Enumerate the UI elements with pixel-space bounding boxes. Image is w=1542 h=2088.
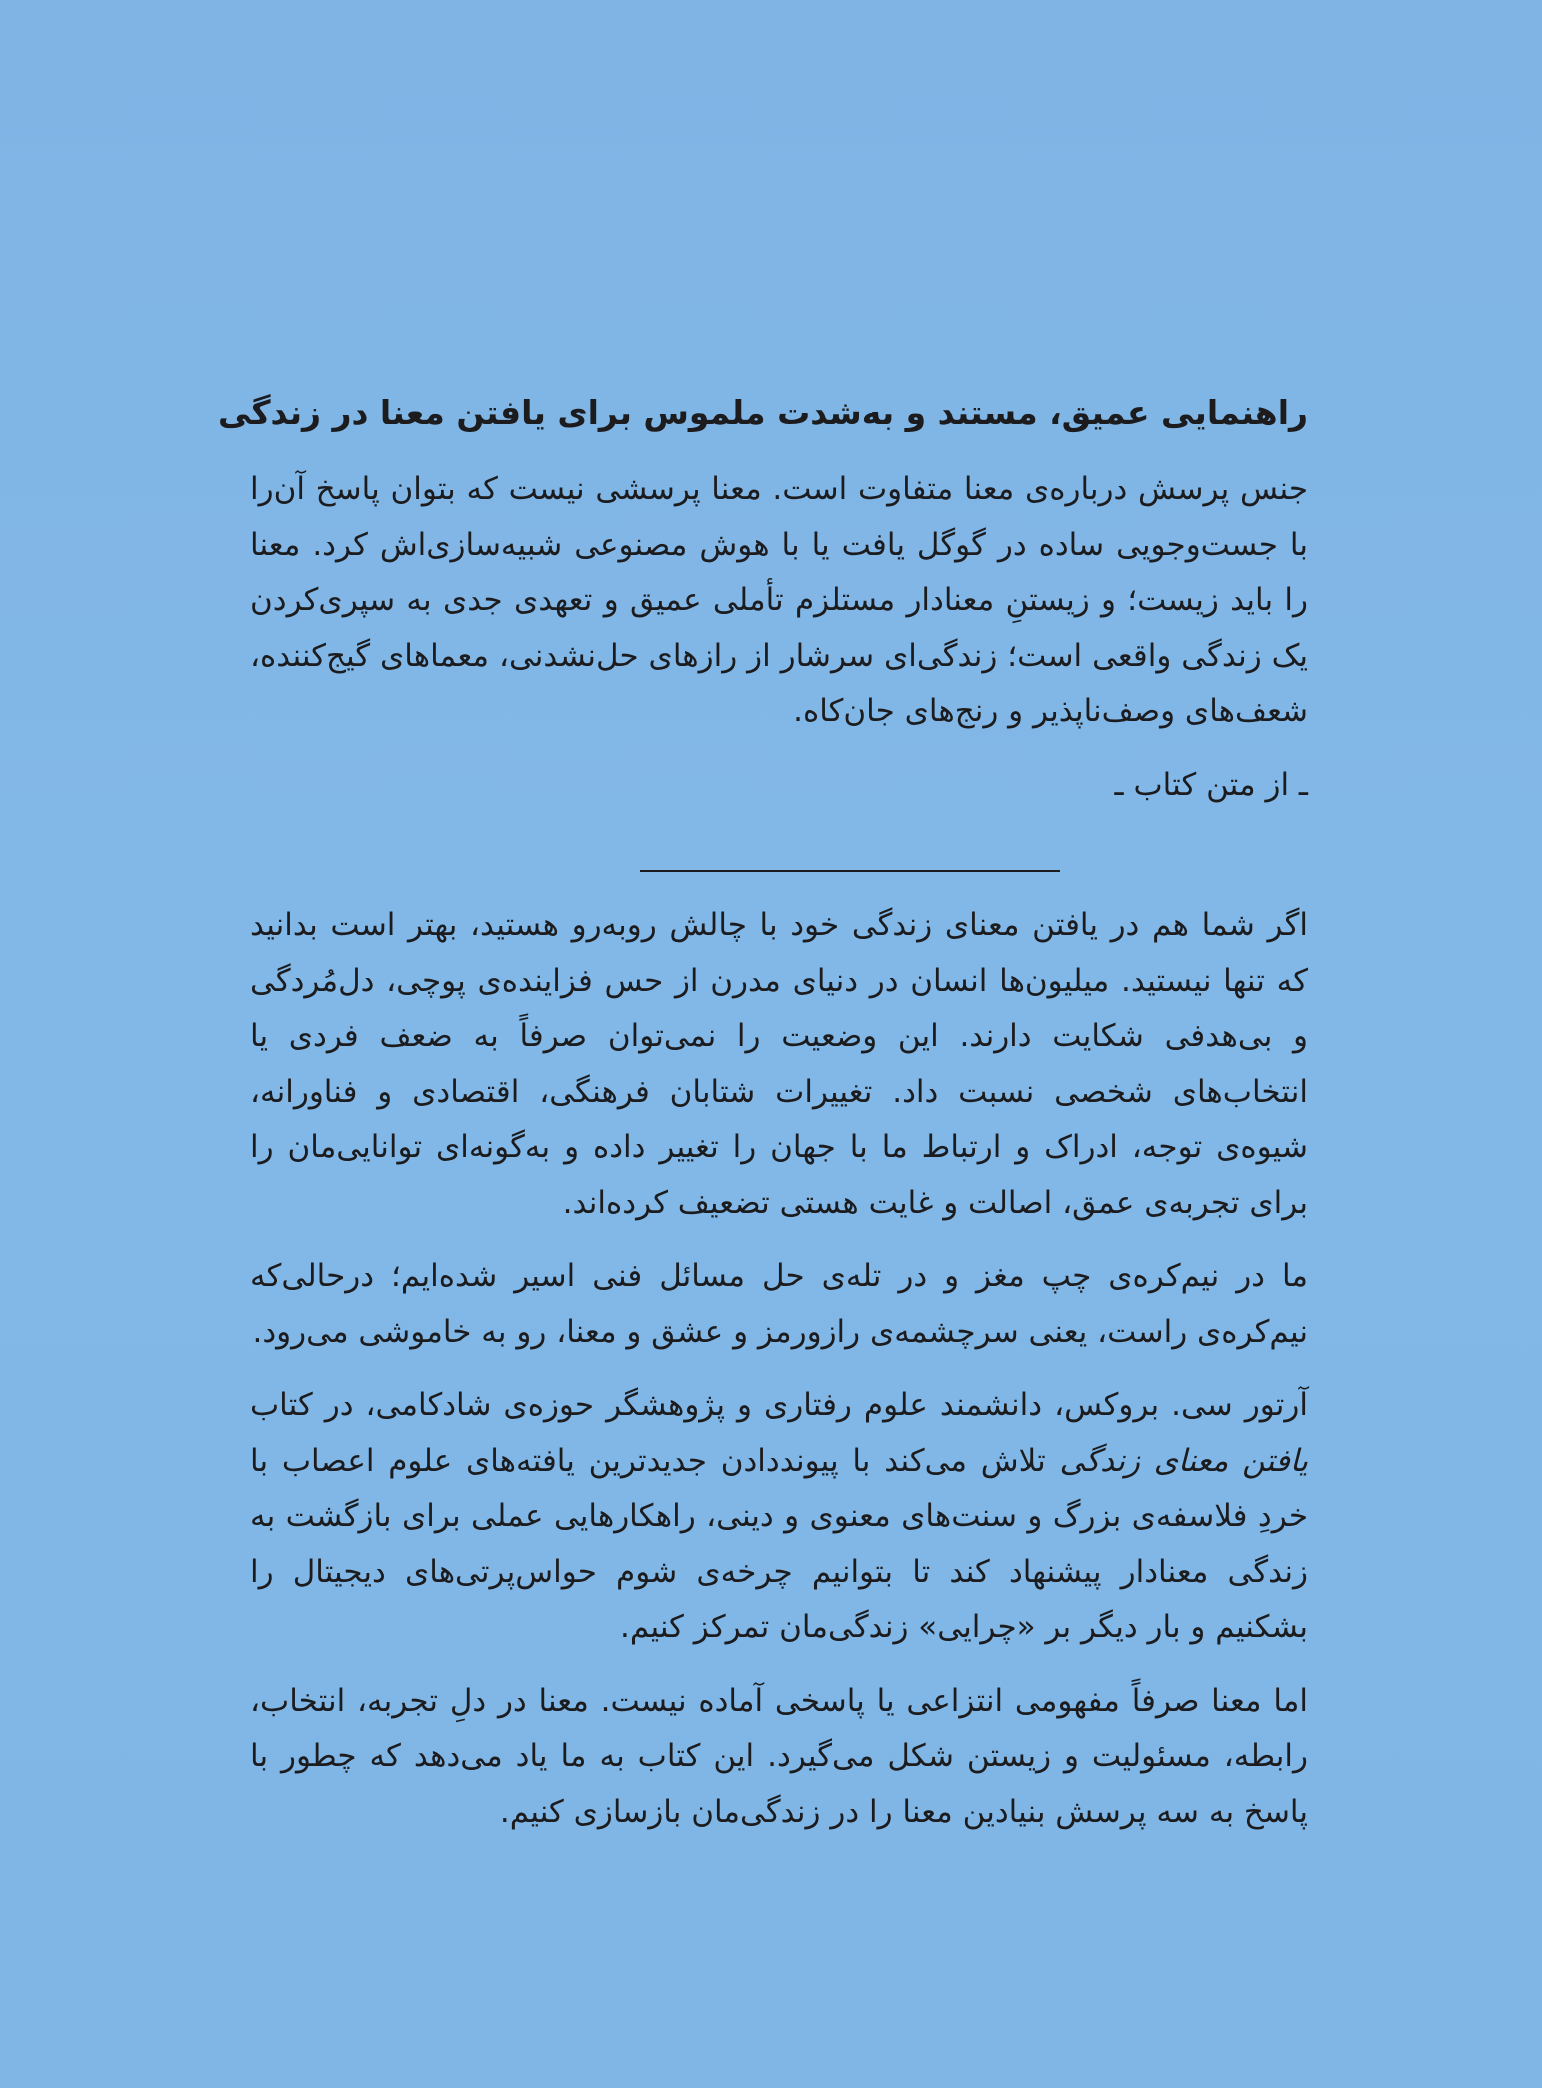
excerpt-block bbox=[250, 462, 1308, 813]
cover-headline: راهنمایی عمیق، مستند و به‌شدت ملموس برای یافتن معنا در زندگی bbox=[217, 393, 1308, 432]
description-paragraph-4: اما معنا صرفاً مفهومی انتزاعی یا پاسخی آماده نیست. معنا در دلِ تجربه، انتخاب، رابطه، مسئولیت و زیستن شکل می‌گیرد. این کتاب به ما یاد می‌دهد که چطور با پاسخ به سه پرسش بنیادین معنا را در زندگی‌مان بازسازی کنیم. bbox=[250, 1682, 1308, 1830]
excerpt-source: ـ از متن کتاب ـ bbox=[1114, 766, 1308, 803]
excerpt-paragraph: جنس پرسش درباره‌ی معنا متفاوت است. معنا پرسشی نیست که بتوان پاسخ آن‌را با جست‌وجویی ساده در گوگل یافت یا با هوش مصنوعی شبیه‌سازی‌اش کرد. معنا را باید زیست؛ و زیستنِ معنادار مستلزم تأملی عمیق و تعهدی جدی به سپری‌کردن یک زندگی واقعی است؛ زندگی‌ای سرشار از رازهای حل‌نشدنی، معماهای گیج‌کننده، شعف‌های وصف‌ناپذیر و رنج‌های جان‌کاه. bbox=[250, 471, 1308, 729]
description-paragraph-1: اگر شما هم در یافتن معنای زندگی خود با چالش روبه‌رو هستید، بهتر است بدانید که تنها نیستید. میلیون‌ها انسان در دنیای مدرن از حس فزاینده‌ی پوچی، دل‌مُردگی و بی‌هدفی شکایت دارند. این وضعیت را نمی‌توان صرفاً به ضعف فردی یا انتخاب‌های شخصی نسبت داد. تغییرات شتابان فرهنگی، اقتصادی و فناورانه، شیوه‌ی توجه، ادراک و ارتباط ما با جهان را تغییر داده و به‌گونه‌ای توانایی‌مان را برای تجربه‌ی عمق، اصالت و غایت هستی تضعیف کرده‌اند. bbox=[250, 907, 1308, 1221]
description-paragraph-2: ما در نیم‌کره‌ی چپ مغز و در تله‌ی حل مسائل فنی اسیر شده‌ایم؛ درحالی‌که نیم‌کره‌ی راست، یعنی سرچشمه‌ی رازورمز و عشق و معنا، رو به خاموشی می‌رود. bbox=[250, 1258, 1308, 1350]
description-block bbox=[250, 898, 1308, 1858]
section-divider bbox=[640, 870, 1060, 872]
paragraph-3-intro: آرتور سی. بروکس، دانشمند علوم رفتاری و پژوهشگر حوزه‌ی شادکامی، در کتاب bbox=[250, 1387, 1308, 1423]
book-title: یافتن معنای زندگی bbox=[1059, 1442, 1308, 1479]
paragraph-3-rest: تلاش می‌کند با پیونددادن جدیدترین یافته‌های علوم اعصاب با خردِ فلاسفه‌ی بزرگ و سنت‌های معنوی و دینی، راهکارهایی عملی برای بازگشت به زندگی معنادار پیشنهاد کند تا بتوانیم چرخه‌ی شوم حواس‌پرتی‌های دیجیتال را بشکنیم و بار دیگر بر «چرایی» زندگی‌مان تمرکز کنیم. bbox=[250, 1442, 1308, 1645]
description-paragraph-3 bbox=[250, 1378, 1308, 1656]
